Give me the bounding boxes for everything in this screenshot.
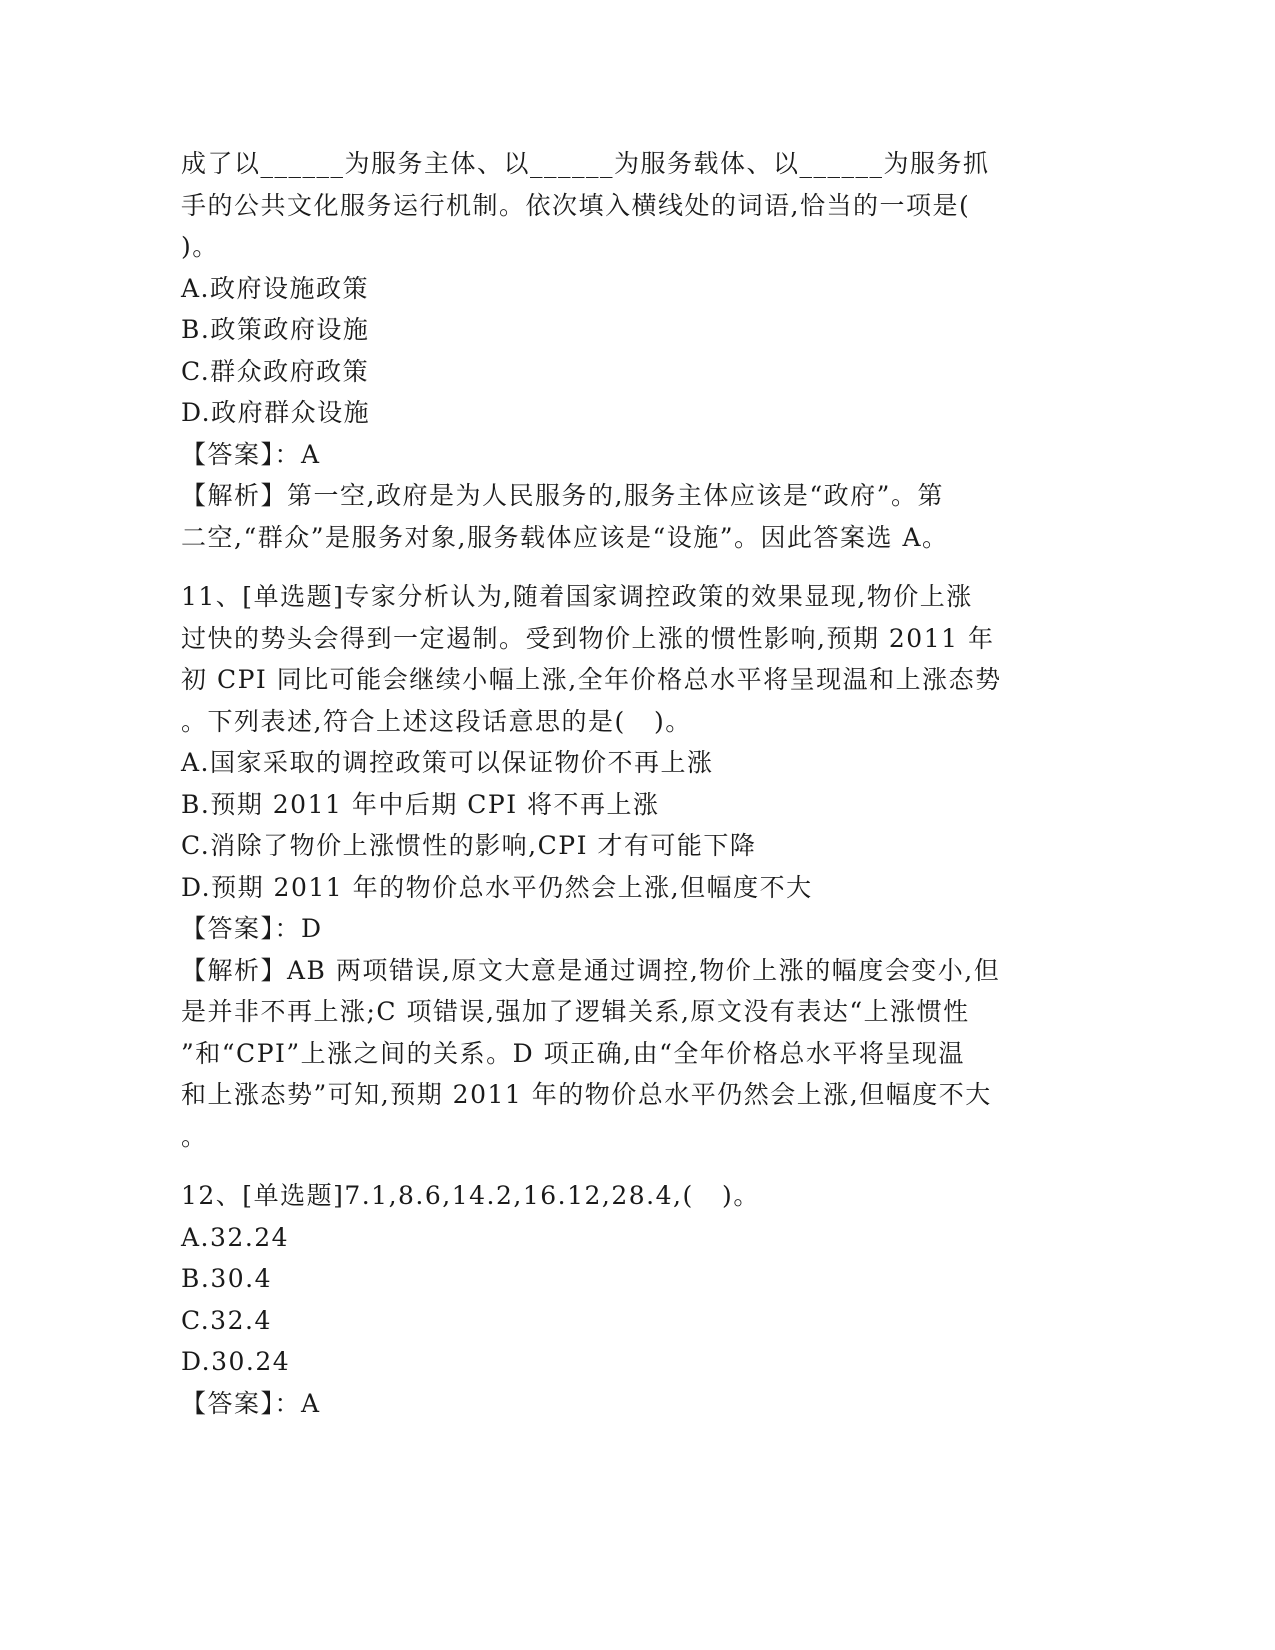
answer-line: 【答案】：A (181, 439, 321, 469)
analysis-line: 【解析】第一空,政府是为人民服务的,服务主体应该是“政府”。第 (181, 481, 944, 510)
question-stem-line: 过快的势头会得到一定遏制。受到物价上涨的惯性影响,预期 2011 年 (181, 623, 995, 653)
analysis-line: ”和“CPI”上涨之间的关系。D 项正确,由“全年价格总水平将呈现温 (181, 1038, 965, 1068)
question-stem-line: 成了以______为服务主体、以______为服务载体、以______为服务抓 (181, 149, 990, 178)
question-stem-line: 。下列表述,符合上述这段话意思的是( )。 (181, 706, 692, 736)
option-b: B.30.4 (181, 1264, 272, 1293)
option-d: D.政府群众设施 (181, 398, 371, 427)
analysis-line: 。 (181, 1121, 208, 1151)
question-stem-line: 12、[单选题]7.1,8.6,14.2,16.12,28.4,( )。 (181, 1181, 760, 1210)
question-stem-line: 初 CPI 同比可能会继续小幅上涨,全年价格总水平将呈现温和上涨态势 (181, 665, 1002, 694)
question-stem-line: )。 (181, 232, 219, 261)
question-gap (181, 558, 1061, 576)
analysis-line: 是并非不再上涨;C 项错误,强加了逻辑关系,原文没有表达“上涨惯性 (181, 997, 970, 1026)
option-a: A.国家采取的调控政策可以保证物价不再上涨 (181, 748, 714, 777)
question-gap (181, 1157, 1061, 1175)
analysis-line: 二空,“群众”是服务对象,服务载体应该是“设施”。因此答案选 A。 (181, 522, 949, 552)
option-d: D.预期 2011 年的物价总水平仍然会上涨,但幅度不大 (181, 872, 813, 902)
option-b: B.政策政府设施 (181, 315, 370, 344)
question-stem-line: 11、[单选题]专家分析认为,随着国家调控政策的效果显现,物价上涨 (181, 582, 973, 611)
option-c: C.32.4 (181, 1305, 272, 1335)
option-b: B.预期 2011 年中后期 CPI 将不再上涨 (181, 789, 660, 819)
question-11 (181, 576, 1061, 1157)
analysis-line: 和上涨态势”可知,预期 2011 年的物价总水平仍然会上涨,但幅度不大 (181, 1080, 992, 1109)
answer-line: 【答案】：A (181, 1388, 321, 1418)
answer-line: 【答案】：D (181, 914, 323, 943)
option-a: A.政府设施政策 (181, 273, 370, 303)
analysis-line: 【解析】AB 两项错误,原文大意是通过调控,物价上涨的幅度会变小,但 (181, 955, 1001, 985)
option-c: C.群众政府政策 (181, 356, 370, 386)
option-c: C.消除了物价上涨惯性的影响,CPI 才有可能下降 (181, 831, 757, 860)
question-12 (181, 1175, 1061, 1424)
question-stem-line: 手的公共文化服务运行机制。依次填入横线处的词语,恰当的一项是( (181, 190, 971, 220)
question-10 (181, 143, 1061, 558)
option-a: A.32.24 (181, 1222, 290, 1252)
document-page (181, 143, 1061, 1424)
option-d: D.30.24 (181, 1347, 291, 1376)
